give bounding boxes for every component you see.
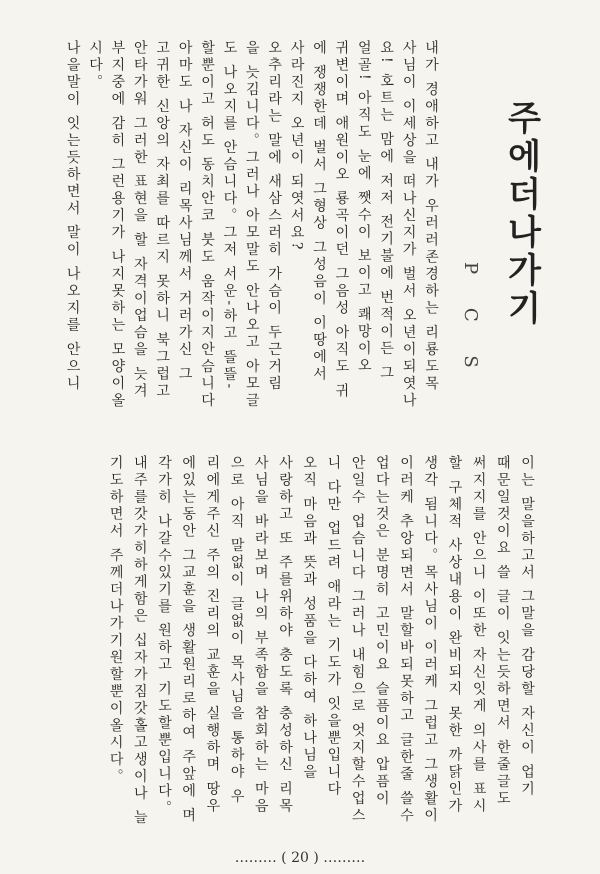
bottom-text-column-1: 이는 말을하고서 그말을 감당할 자신이 업기 xyxy=(519,455,535,799)
top-text-column-6: 에 쟁쟁한데 벌서 그형상 그성음이 이땅에서 xyxy=(311,40,327,384)
bottom-text-column-4: 할 구체적 사상내용이 완비되지 못한 까닭인가 xyxy=(446,455,463,816)
bottom-text-column-11: 사랑하고 또 주를위하야 충도록 충성하신 리목 xyxy=(277,455,293,816)
bottom-text-column-9: 니 다만 업드려 애라는 기도가 잇을뿐입니다 xyxy=(325,455,342,799)
top-text-column-17: 나을말이 잇는듯하면서 말이 나오지를 안으니 xyxy=(64,40,81,393)
bottom-text-column-8: 안일수 업슴니다 그러나 내힘으로 엇지할수업스 xyxy=(349,455,366,825)
bottom-text-column-5: 생각 됨니다。목사님이 이러케 그럽고 그생활이 xyxy=(422,455,439,825)
top-text-column-12: 아마도 나 자신이 리목사님께서 거러가신 그 xyxy=(176,40,193,384)
top-text-column-14: 안타가워 그러한 표현을 할 자격이업슴을 늣겨 xyxy=(131,40,148,401)
bottom-text-column-17: 내주를갓가히하게함은 십자가짐갓홀고생이나 늘 xyxy=(131,455,148,827)
bottom-text-column-6: 이러케 추앙되면서 말할바되못하고 글한줄 쓸수 xyxy=(398,455,414,825)
bottom-text-column-7: 업다는것은 분명히 고민이요 슬픔이요 압픔이 xyxy=(373,455,390,808)
top-text-column-2: 사님이 이세상을 떠나신지가 벌서 오년이되엿나 xyxy=(400,40,417,410)
top-text-column-7: 사라진지 오년이 되엿서요? xyxy=(288,40,305,253)
bottom-text-column-18: 기도하면서 주께더나가기원할뿐이올시다。 xyxy=(107,455,124,786)
author-byline: P C S xyxy=(460,262,481,382)
bottom-text-column-16: 각가히 나갈수있기를 원하고 기도할뿐입니다。 xyxy=(156,455,172,818)
bottom-text-column-3: 써지지를 안으니 이또한 자신잇게 의사를 표시 xyxy=(470,455,487,816)
top-text-column-13: 고귀한 신앙의 자최를 따르지 못하니 북그럽고 xyxy=(154,40,171,401)
bottom-text-column-15: 에있는동안 그교훈을 생활원리로하여 주앞에 며 xyxy=(180,455,197,825)
top-text-column-10: 도 나오지를 안슴니다。그저 서운-하고 뜰뜰- xyxy=(221,40,238,392)
bottom-text-column-14: 리에게주신 주의 진리의 교훈을 실행하며 땅우 xyxy=(204,455,221,816)
top-text-column-15: 부지중에 감히 그런용기가 나지못하는 모양이올 xyxy=(109,40,126,410)
top-text-column-8: 오추리라는 말에 새삼스러히 가슴이 두근거림 xyxy=(266,40,283,393)
bottom-text-column-2: 때문일것이요 쓸 글이 잇는듯하면서 한줄글도 xyxy=(494,455,511,808)
top-text-column-1: 내가 경애하고 내가 우러러존경하는 리룡도목 xyxy=(423,40,439,393)
bottom-text-column-10: 오직 마음과 뜻과 성품을 다하여 하나님을 xyxy=(301,455,318,782)
article-title: 주에더나가기 xyxy=(501,100,541,328)
top-text-column-11: 할뿐이고 허도 동치안코 붓도 움작이지안슴니다 xyxy=(199,40,215,410)
top-text-column-16: 시다。 xyxy=(87,40,103,91)
top-text-column-3: 요! 호트는 맘에 저저 전기불에 번적이든 그 xyxy=(378,40,395,383)
top-text-column-5: 귀변이며 애원이오 룡곡이던 그음성 아직도 귀 xyxy=(333,40,350,401)
top-text-column-9: 을 늣김니다。그러나 아모말도 안나오고 아모글 xyxy=(243,40,260,410)
top-text-column-4: 얼골! 아직도 눈에 쨋수이 보이고 쾌망이오 xyxy=(355,40,372,375)
bottom-text-column-13: 으로 아직 말없이 글없이 목사님을 통하야 우 xyxy=(228,455,245,806)
bottom-text-column-12: 사님을 바라보며 나의 부족함을 참회하는 마음 xyxy=(252,455,269,816)
page-number: ……… ( 20 ) ……… xyxy=(234,850,366,866)
